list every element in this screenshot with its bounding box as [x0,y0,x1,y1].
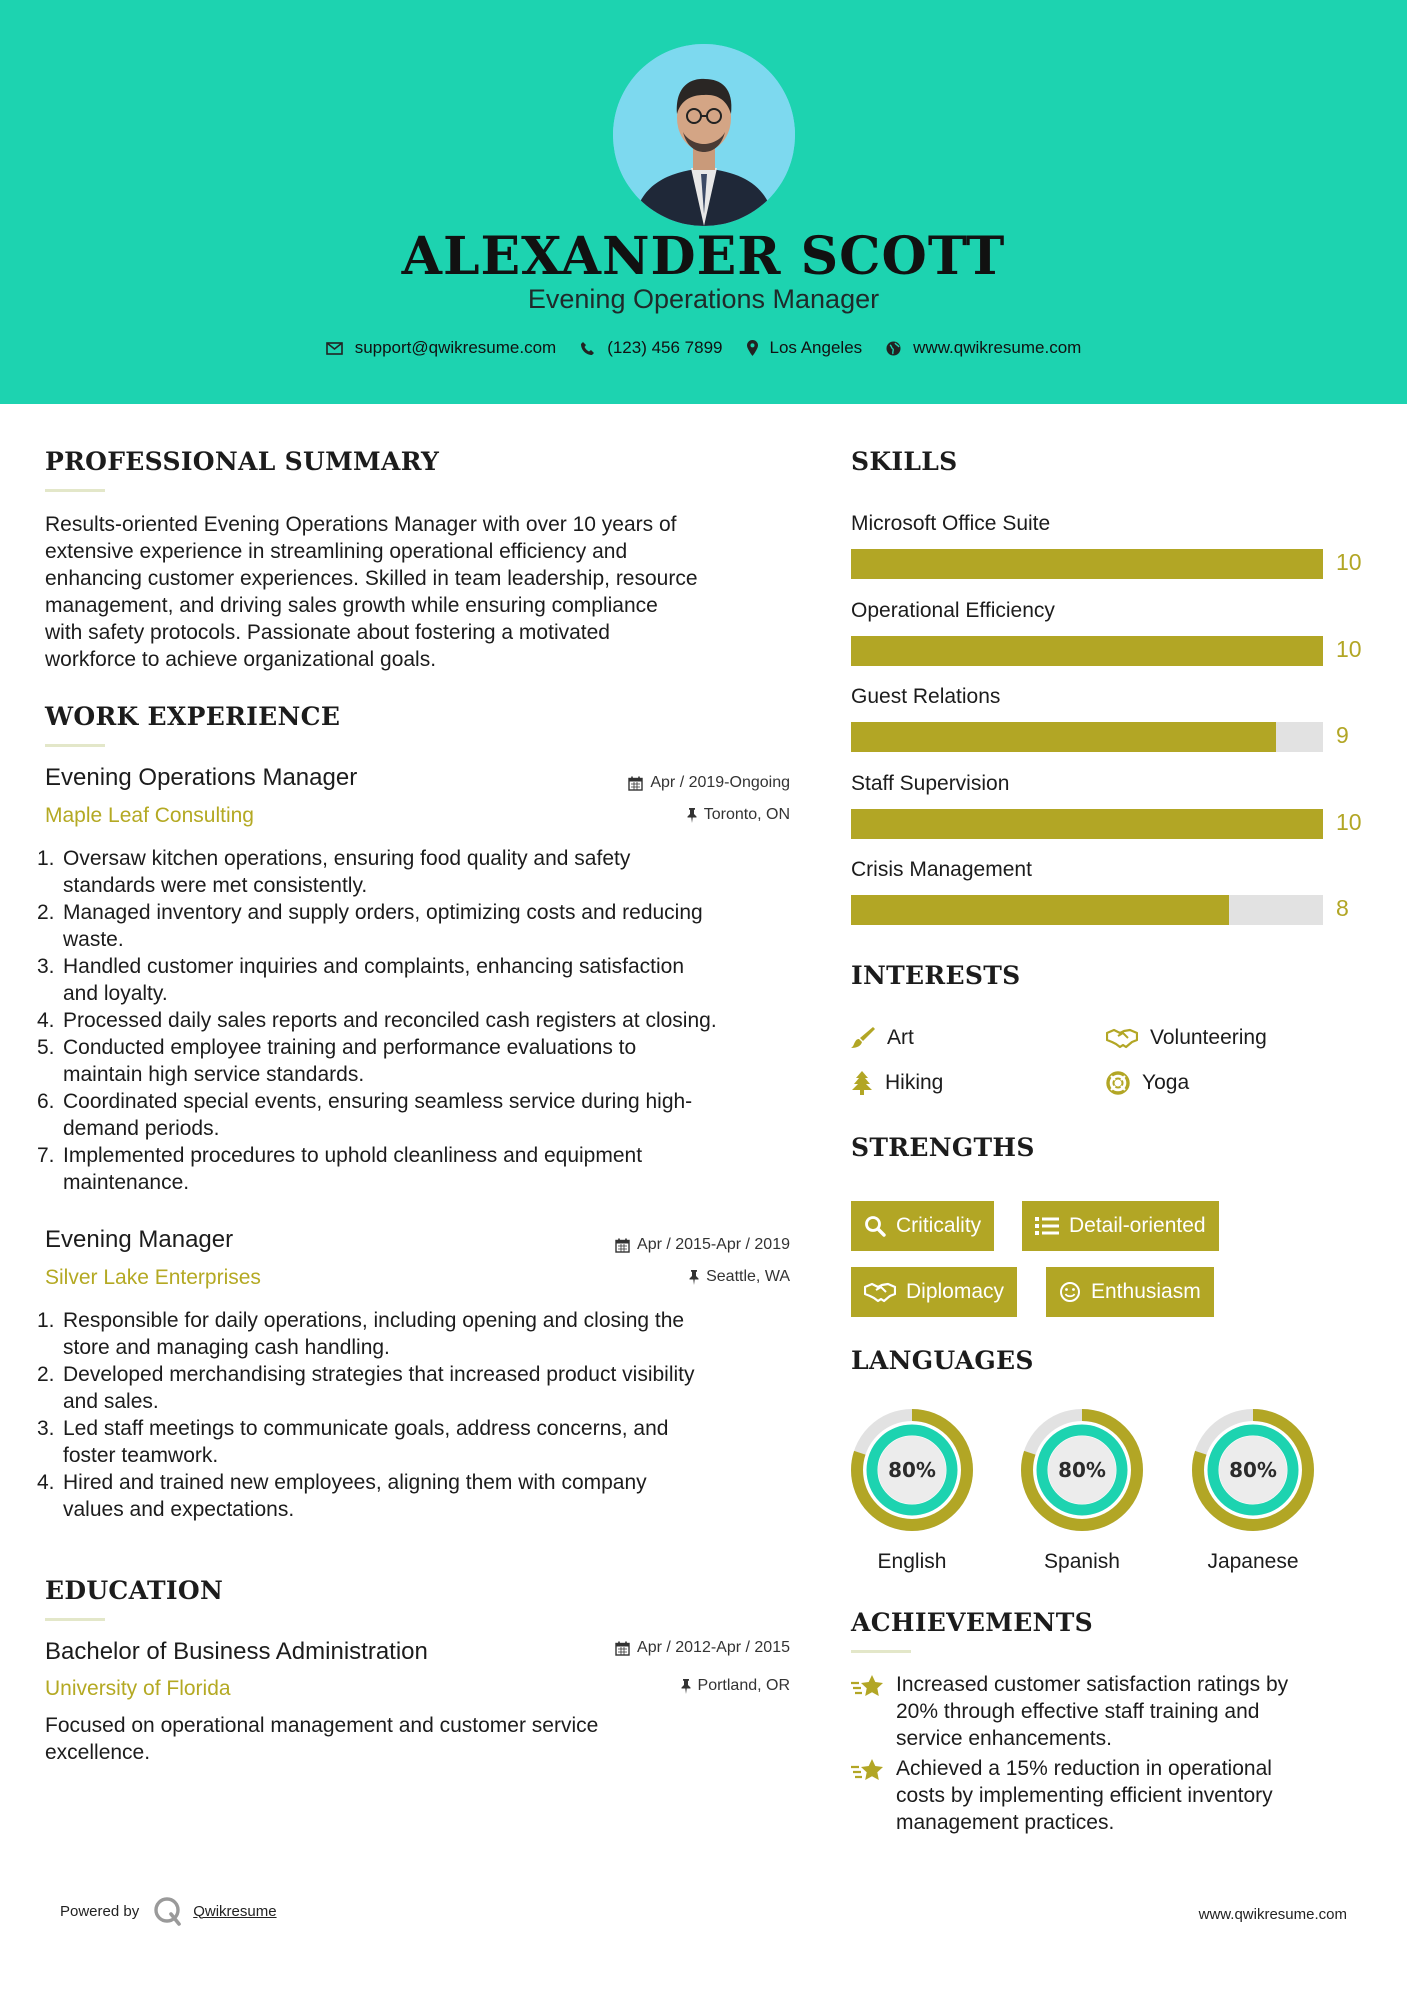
interest-label: Art [887,1026,914,1049]
experience-heading: WORK EXPERIENCE [45,702,341,731]
list-item: 1. Oversaw kitchen operations, ensuring food quality and safety standards were met consistently. [45,845,805,899]
job-date-text: Apr / 2015-Apr / 2019 [637,1236,790,1253]
education-line: Focused on operational management and customer service [45,1714,599,1737]
language-percent: 80% [1229,1458,1277,1482]
list-item-line: Developed merchandising strategies that increased product visibility [63,1363,695,1386]
star-icon [851,1757,885,1785]
list-item-line: maintain high service standards. [63,1063,365,1086]
skill-bar-fill [851,549,1323,579]
job-location [689,1268,790,1286]
list-icon [1035,1216,1059,1236]
list-item-line: Coordinated special events, ensuring seamless service during high- [63,1090,693,1113]
language-item [1021,1409,1143,1573]
strength-tag-enthusiasm [1046,1267,1214,1317]
skill-score: 10 [1336,808,1362,835]
skill-name: Crisis Management [851,858,1032,881]
languages-heading: LANGUAGES [851,1346,1034,1375]
footer-powered-by [60,1896,277,1926]
search-icon [864,1215,886,1237]
envelope-icon [326,342,343,355]
map-pin-icon [747,340,758,356]
achievement-line: costs by implementing efficient inventory [896,1784,1273,1807]
language-percent: 80% [1058,1458,1106,1482]
job-duties-list [37,845,805,1196]
smile-icon [1059,1281,1081,1303]
job-title: Evening Manager [45,1226,234,1253]
list-item-line: values and expectations. [63,1498,295,1521]
list-item-line: Led staff meetings to communicate goals, address concerns, and [63,1417,669,1440]
interests-heading: INTERESTS [851,961,1021,990]
strengths-heading: STRENGTHS [851,1133,1035,1162]
list-item-line: Responsible for daily operations, including opening and closing the [63,1309,685,1332]
achievement-line: 20% through effective staff training and [896,1700,1260,1723]
handshake-icon [1106,1027,1138,1049]
company-name: Silver Lake Enterprises [45,1266,261,1289]
contact-bar [0,338,1407,358]
calendar-icon [615,1641,630,1656]
achievements-heading: ACHIEVEMENTS [851,1608,1093,1637]
list-item-line: and loyalty. [63,982,168,1005]
pushpin-icon [689,1270,699,1285]
education-date [615,1639,790,1657]
skill-score: 10 [1336,635,1362,662]
summary-line: enhancing customer experiences. Skilled in team leadership, resource [45,567,698,590]
language-item [1192,1409,1314,1573]
powered-by-text: Powered by [60,1902,140,1920]
summary-underline [45,489,105,492]
education-location-text: Portland, OR [697,1677,790,1694]
list-item: 1. Responsible for daily operations, including opening and closing the store and managing cash handling. [45,1307,805,1361]
list-item-line: standards were met consistently. [63,874,368,897]
contact-email[interactable] [326,338,557,358]
skill-name: Microsoft Office Suite [851,512,1051,535]
school-name: University of Florida [45,1677,231,1700]
list-item-line: Managed inventory and supply orders, optimizing costs and reducing [63,901,703,924]
list-item: 3. Led staff meetings to communicate goals, address concerns, and foster teamwork. [45,1415,805,1469]
contact-location [747,338,863,358]
list-item: 5. Conducted employee training and performance evaluations to maintain high service standards. [45,1034,805,1088]
summary-line: Results-oriented Evening Operations Manager with over 10 years of [45,513,677,536]
email-text: support@qwikresume.com [354,338,557,357]
language-item [851,1409,973,1573]
job-title: Evening Operations Manager [45,764,358,791]
list-item: 2. Managed inventory and supply orders, optimizing costs and reducing waste. [45,899,805,953]
skill-name: Operational Efficiency [851,598,1055,622]
contact-phone[interactable] [580,338,722,358]
interest-label: Hiking [885,1071,944,1094]
profile-photo [613,44,795,226]
skill-bar [851,549,1323,579]
skill-bar [851,895,1323,925]
skill-bar [851,809,1323,839]
skill-bar [851,722,1323,752]
list-item: 3. Handled customer inquiries and complaints, enhancing satisfaction and loyalty. [45,953,805,1007]
list-item: 2. Developed merchandising strategies that increased product visibility and sales. [45,1361,805,1415]
skill-name: Staff Supervision [851,771,1010,795]
candidate-title: Evening Operations Manager [527,284,880,314]
summary-line: with safety protocols. Passionate about fostering a motivated [45,621,610,644]
language-donut [851,1409,973,1531]
candidate-name: ALEXANDER SCOTT [401,226,1006,287]
language-name: Spanish [1044,1550,1120,1573]
skill-score: 9 [1336,722,1349,748]
list-item-line: waste. [63,928,124,951]
experience-underline [45,744,105,747]
list-item-line: Handled customer inquiries and complaints, enhancing satisfaction [63,955,685,978]
language-name: Japanese [1207,1550,1299,1573]
list-item: 4. Processed daily sales reports and reconciled cash registers at closing. [45,1007,805,1034]
skill-name: Guest Relations [851,685,1001,708]
pushpin-icon [687,808,697,823]
job-date-text: Apr / 2019-Ongoing [650,774,790,791]
strength-tag-criticality [851,1201,994,1251]
education-location [681,1677,790,1695]
strength-label: Enthusiasm [1091,1280,1201,1303]
contact-website[interactable] [886,338,1081,358]
achievements-underline [851,1650,911,1653]
list-item: 6. Coordinated special events, ensuring seamless service during high- demand periods. [45,1088,805,1142]
interest-item-art [851,1026,914,1050]
pushpin-icon [681,1679,691,1694]
skill-score: 8 [1336,895,1349,921]
phone-text: (123) 456 7899 [607,338,723,357]
list-item-line: demand periods. [63,1117,220,1140]
education-line: excellence. [45,1741,151,1764]
avatar [613,44,795,226]
location-text: Los Angeles [769,338,863,357]
interest-item-yoga [1106,1071,1189,1095]
footer-brand-link[interactable]: Qwikresume [193,1902,277,1920]
job-location-text: Seattle, WA [706,1268,790,1285]
achievement-text [896,1755,1356,1836]
qwikresume-logo-icon [153,1896,183,1926]
lifebuoy-icon [1106,1071,1130,1095]
language-donut [1021,1409,1143,1531]
summary-text [45,511,795,673]
phone-icon [580,341,595,356]
interest-item-volunteering [1106,1026,1267,1050]
summary-line: workforce to achieve organizational goals. [45,648,437,671]
achievement-line: management practices. [896,1811,1115,1834]
job-location-text: Toronto, ON [703,806,790,823]
interest-label: Yoga [1142,1071,1190,1094]
strength-label: Detail-oriented [1069,1214,1206,1237]
job-date [628,774,790,792]
footer-website-link[interactable]: www.qwikresume.com [1198,1906,1347,1923]
skills-heading: SKILLS [851,447,958,476]
list-item-line: store and managing cash handling. [63,1336,390,1359]
paintbrush-icon [851,1026,875,1050]
education-date-text: Apr / 2012-Apr / 2015 [637,1639,790,1656]
skill-bar-fill [851,636,1323,666]
website-text: www.qwikresume.com [913,338,1082,357]
calendar-icon [628,776,643,791]
strength-tag-detail-oriented [1022,1201,1219,1251]
interest-item-hiking [851,1071,943,1095]
strength-label: Diplomacy [906,1280,1005,1303]
strength-label: Criticality [896,1214,982,1237]
list-item-line: Processed daily sales reports and reconciled cash registers at closing. [63,1009,717,1032]
achievement-line: Achieved a 15% reduction in operational [896,1757,1272,1780]
list-item-line: Conducted employee training and performance evaluations to [63,1036,637,1059]
list-item: 4. Hired and trained new employees, aligning them with company values and expectations. [45,1469,805,1523]
calendar-icon [615,1238,630,1253]
skill-bar-fill [851,895,1229,925]
education-heading: EDUCATION [45,1576,224,1605]
star-icon [851,1673,885,1701]
skill-bar [851,636,1323,666]
list-item-line: Implemented procedures to uphold cleanliness and equipment [63,1144,643,1167]
resume-header [0,0,1407,404]
list-item-line: Hired and trained new employees, aligning them with company [63,1471,647,1494]
skill-bar-fill [851,809,1323,839]
tree-icon [851,1071,873,1095]
language-percent: 80% [888,1458,936,1482]
achievement-line: Increased customer satisfaction ratings by [896,1673,1289,1696]
handshake-icon [864,1281,896,1303]
list-item-line: Oversaw kitchen operations, ensuring food quality and safety [63,847,631,870]
language-name: English [877,1550,947,1573]
summary-heading: PROFESSIONAL SUMMARY [45,447,440,476]
summary-line: management, and driving sales growth while ensuring compliance [45,594,658,617]
achievement-text [896,1671,1356,1752]
company-name: Maple Leaf Consulting [45,804,254,827]
job-location [687,806,790,824]
job-date [615,1236,790,1254]
list-item-line: and sales. [63,1390,159,1413]
skill-score: 10 [1336,549,1362,575]
education-underline [45,1618,105,1621]
achievement-line: service enhancements. [896,1727,1112,1750]
skill-bar-fill [851,722,1276,752]
summary-line: extensive experience in streamlining operational efficiency and [45,540,628,563]
list-item: 7. Implemented procedures to uphold cleanliness and equipment maintenance. [45,1142,805,1196]
strength-tag-diplomacy [851,1267,1017,1317]
degree-title: Bachelor of Business Administration [45,1638,428,1665]
list-item-line: maintenance. [63,1171,190,1194]
education-description [45,1712,805,1766]
interest-label: Volunteering [1150,1026,1267,1049]
job-duties-list [37,1307,805,1523]
list-item-line: foster teamwork. [63,1444,219,1467]
globe-icon [886,341,901,356]
language-donut [1192,1409,1314,1531]
